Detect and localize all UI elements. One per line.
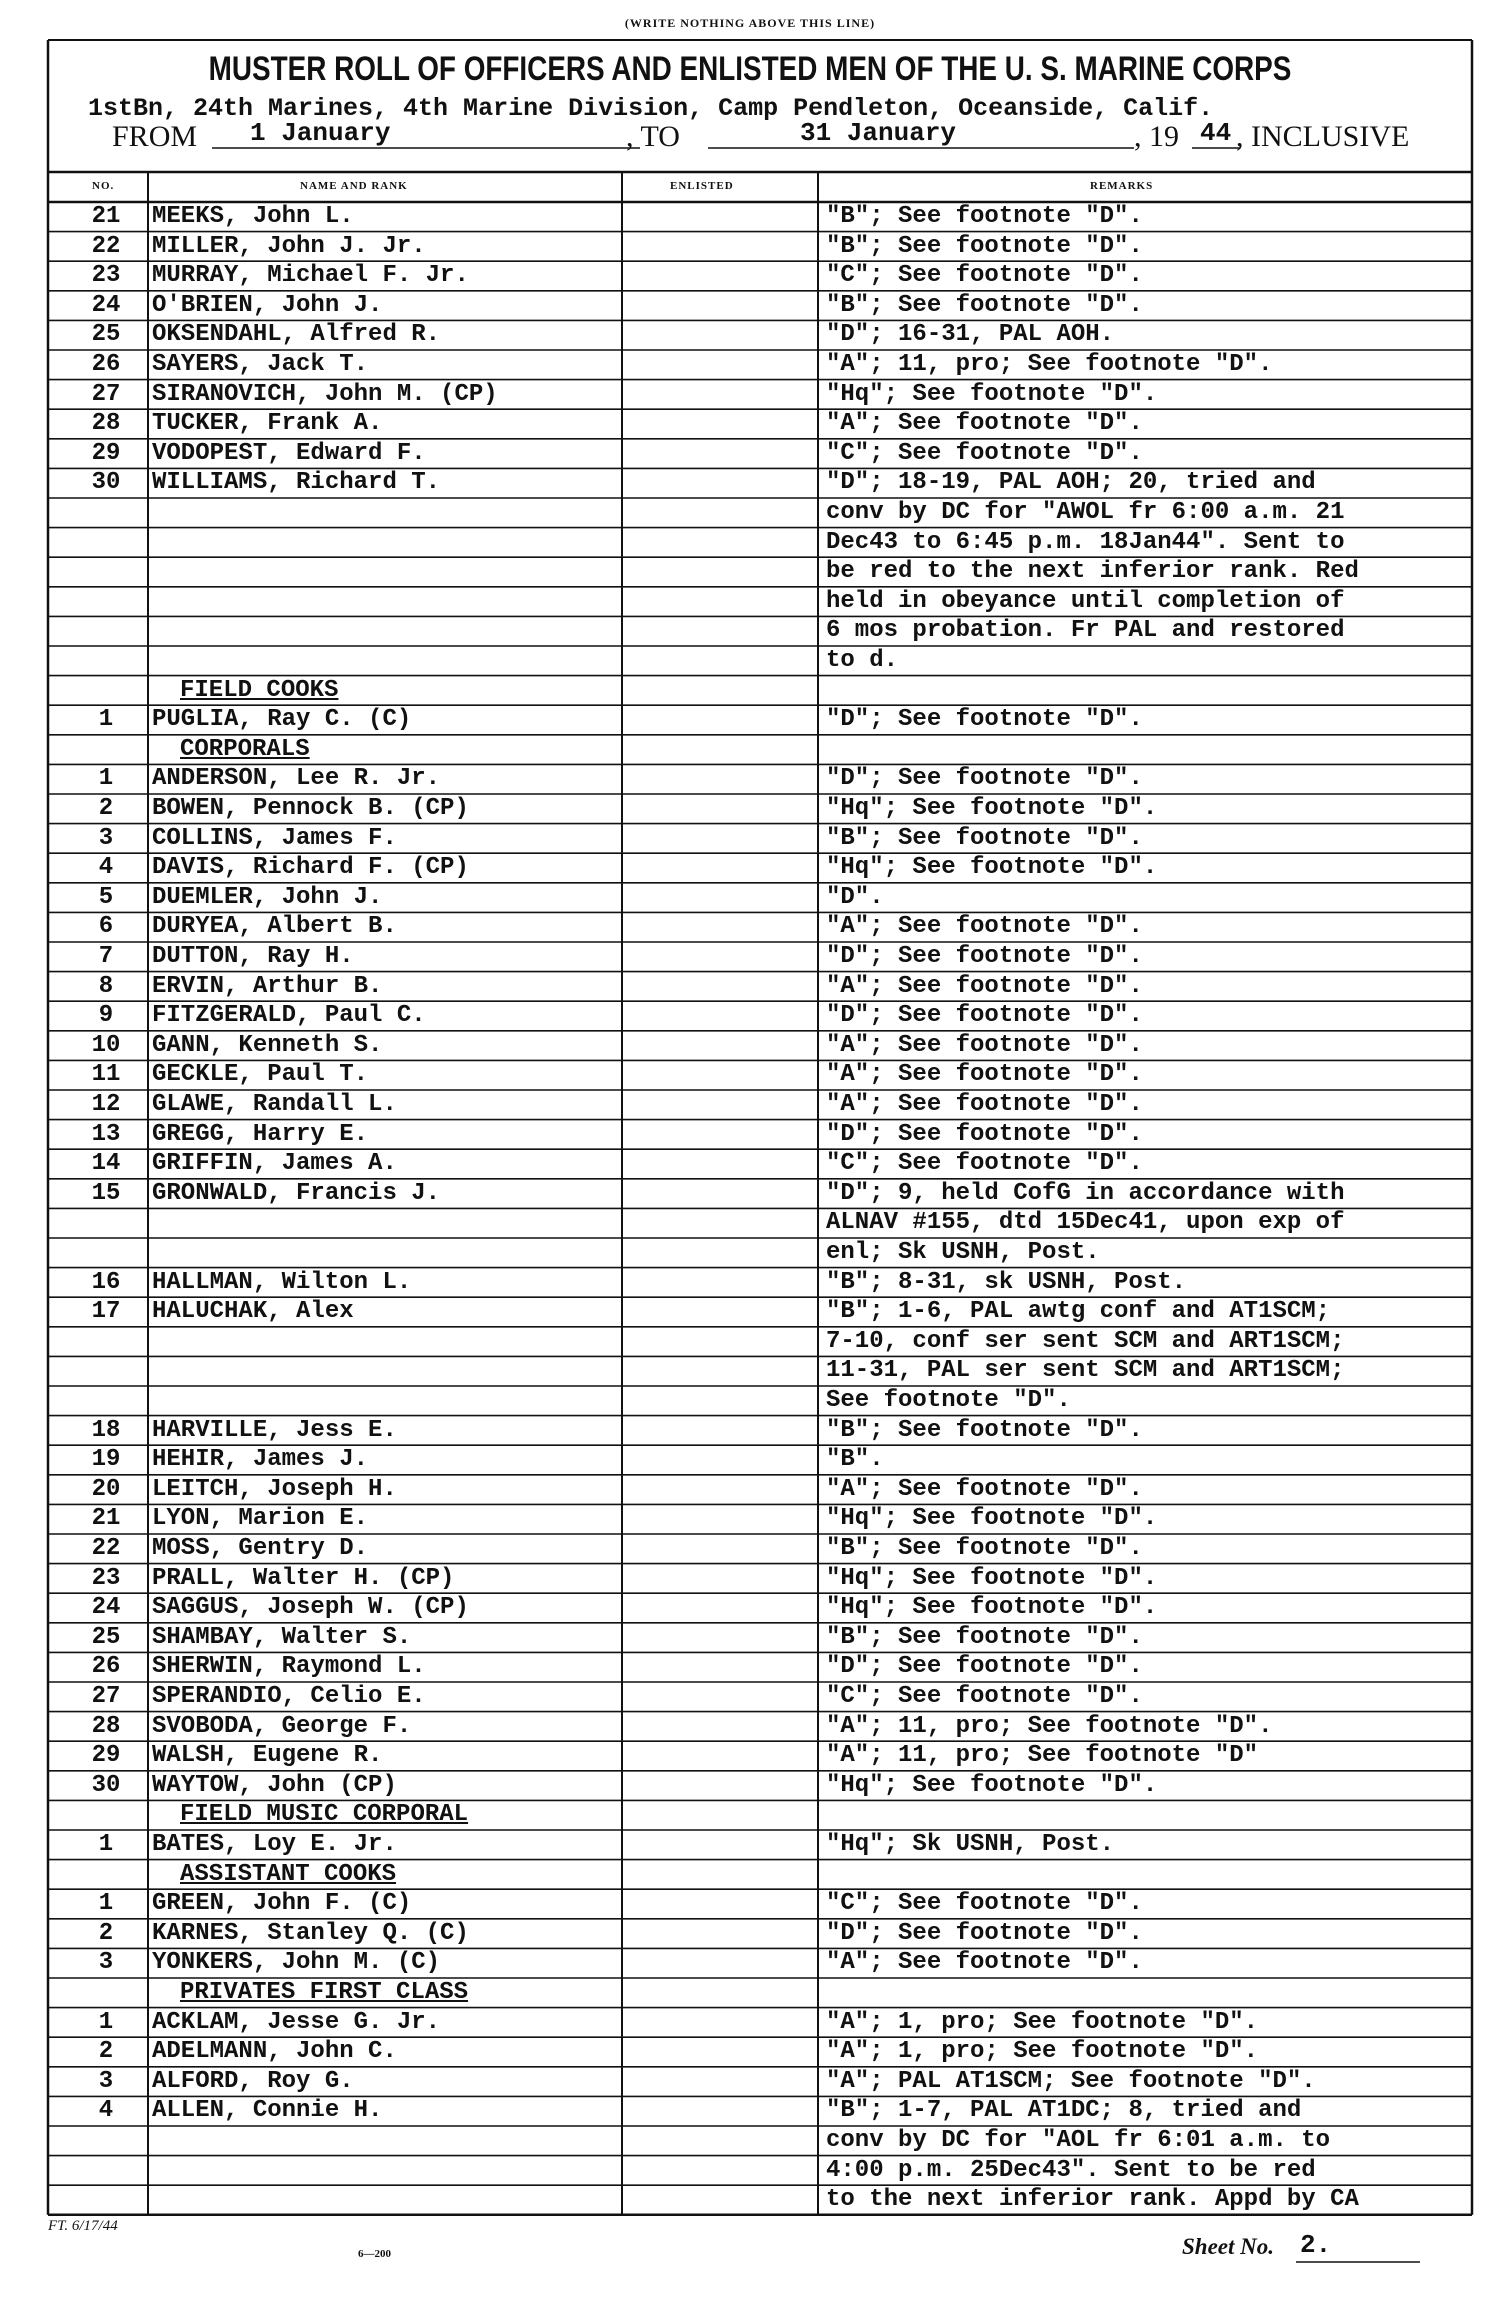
name-and-rank: DUTTON, Ray H.	[152, 943, 354, 970]
table-row	[0, 1416, 1500, 1446]
year-value: 44	[1200, 118, 1232, 148]
name-and-rank: ERVIN, Arthur B.	[152, 972, 383, 1000]
remarks: "D"; See footnote "D".	[826, 1002, 1143, 1030]
remarks: "B"; See footnote "D".	[826, 1623, 1143, 1651]
section-heading-row	[0, 676, 1500, 706]
table-row	[0, 1623, 1500, 1653]
row-number: 3	[98, 1949, 114, 1977]
name-and-rank: HARVILLE, Jess E.	[152, 1416, 397, 1444]
row-number: 1	[98, 1831, 114, 1858]
remarks: "D"; See footnote "D".	[826, 1653, 1143, 1681]
row-number: 20	[91, 1475, 121, 1503]
remarks: "B"; See footnote "D".	[826, 291, 1143, 319]
table-row	[0, 468, 1500, 498]
remarks: "B"; 8-31, sk USNH, Post.	[826, 1268, 1187, 1296]
remarks: "Hq"; See footnote "D".	[826, 795, 1158, 822]
remarks: "D"; See footnote "D".	[826, 706, 1143, 734]
table-row	[0, 883, 1500, 913]
section-heading: PRIVATES FIRST CLASS	[180, 1979, 469, 2006]
row-number: 24	[91, 1594, 121, 1622]
row-number: 2	[98, 1919, 114, 1947]
row-number: 15	[91, 1179, 121, 1207]
name-and-rank: GLAWE, Randall L.	[152, 1091, 397, 1118]
table-row	[0, 2067, 1500, 2097]
footer-form-number: 6—200	[358, 2248, 391, 2260]
name-and-rank: WAYTOW, John (CP)	[152, 1771, 397, 1799]
table-row	[0, 202, 1500, 232]
table-row	[0, 2096, 1500, 2126]
name-and-rank: MEEKS, John L.	[152, 203, 354, 230]
name-and-rank: GRIFFIN, James A.	[152, 1150, 397, 1178]
remarks: "B"; See footnote "D".	[826, 1535, 1143, 1562]
remarks: "Hq"; See footnote "D".	[826, 380, 1158, 408]
remarks: "A"; See footnote "D".	[826, 1061, 1143, 1089]
row-number: 3	[98, 824, 114, 852]
name-and-rank: MILLER, John J. Jr.	[152, 232, 426, 260]
row-number: 10	[91, 1031, 121, 1059]
remarks: 7-10, conf ser sent SCM and ART1SCM;	[826, 1327, 1345, 1355]
name-and-rank: PUGLIA, Ray C. (C)	[152, 706, 412, 734]
from-label: FROM	[112, 120, 198, 153]
table-row	[0, 1771, 1500, 1801]
table-row	[0, 1919, 1500, 1949]
name-and-rank: DURYEA, Albert B.	[152, 913, 397, 941]
table-row	[0, 1889, 1500, 1919]
name-and-rank: MOSS, Gentry D.	[152, 1535, 369, 1562]
name-and-rank: ACKLAM, Jesse G. Jr.	[152, 2008, 441, 2036]
name-and-rank: GREEN, John F. (C)	[152, 1890, 412, 1918]
table-row	[0, 2008, 1500, 2038]
inclusive-label: , INCLUSIVE	[1236, 120, 1410, 153]
table-row	[0, 1327, 1500, 1357]
table-row	[0, 1090, 1500, 1120]
section-heading-row	[0, 735, 1500, 765]
name-and-rank: BOWEN, Pennock B. (CP)	[152, 795, 469, 822]
table-row	[0, 705, 1500, 735]
row-number: 13	[91, 1120, 121, 1148]
remarks: "B"; 1-7, PAL AT1DC; 8, tried and	[826, 2097, 1302, 2125]
footer-handwritten-note: FT. 6/17/44	[48, 2218, 118, 2234]
table-row	[0, 291, 1500, 321]
table-row	[0, 1297, 1500, 1327]
remarks: "A"; 11, pro; See footnote "D".	[826, 1712, 1273, 1740]
table-row	[0, 1593, 1500, 1623]
remarks: 4:00 p.m. 25Dec43". Sent to be red	[826, 2156, 1316, 2184]
from-value: 1 January	[250, 118, 391, 148]
remarks: "A"; See footnote "D".	[826, 972, 1143, 1000]
table-row	[0, 1682, 1500, 1712]
remarks: conv by DC for "AOL fr 6:01 a.m. to	[826, 2127, 1331, 2154]
remarks: ALNAV #155, dtd 15Dec41, upon exp of	[826, 1209, 1345, 1237]
table-row	[0, 1268, 1500, 1298]
top-note: (WRITE NOTHING ABOVE THIS LINE)	[624, 16, 876, 30]
name-and-rank: GANN, Kenneth S.	[152, 1031, 383, 1059]
row-number: 1	[98, 765, 114, 793]
remarks: "Hq"; See footnote "D".	[826, 1505, 1158, 1533]
remarks: "Hq"; See footnote "D".	[826, 854, 1158, 882]
remarks: "Hq"; See footnote "D".	[826, 1771, 1158, 1799]
table-row	[0, 2037, 1500, 2067]
name-and-rank: KARNES, Stanley Q. (C)	[152, 1919, 469, 1947]
name-and-rank: GECKLE, Paul T.	[152, 1061, 369, 1089]
name-and-rank: GRONWALD, Francis J.	[152, 1179, 441, 1207]
table-row	[0, 1001, 1500, 1031]
row-number: 29	[91, 1742, 121, 1770]
row-number: 16	[91, 1268, 121, 1296]
table-row	[0, 1830, 1500, 1860]
remarks: "D"; See footnote "D".	[826, 1919, 1143, 1947]
remarks: "D".	[826, 883, 884, 911]
remarks: "A"; See footnote "D".	[826, 1031, 1143, 1059]
name-and-rank: GREGG, Harry E.	[152, 1120, 369, 1148]
remarks: "A"; See footnote "D".	[826, 913, 1143, 941]
table-row	[0, 764, 1500, 794]
row-number: 1	[98, 2008, 114, 2036]
table-row	[0, 1948, 1500, 1978]
remarks: "A"; See footnote "D".	[826, 1091, 1143, 1118]
table-row	[0, 261, 1500, 291]
name-and-rank: PRALL, Walter H. (CP)	[152, 1564, 455, 1592]
row-number: 8	[98, 972, 114, 1000]
remarks: "C"; See footnote "D".	[826, 1150, 1143, 1178]
remarks: "D"; See footnote "D".	[826, 1120, 1143, 1148]
name-and-rank: MURRAY, Michael F. Jr.	[152, 262, 469, 290]
table-row	[0, 1060, 1500, 1090]
row-number: 29	[91, 439, 121, 467]
row-number: 30	[91, 1771, 121, 1799]
section-heading: FIELD MUSIC CORPORAL	[180, 1801, 469, 1829]
section-heading-row	[0, 1860, 1500, 1890]
table-row	[0, 1652, 1500, 1682]
remarks: "D"; See footnote "D".	[826, 943, 1143, 970]
remarks: See footnote "D".	[826, 1387, 1071, 1414]
section-heading: CORPORALS	[180, 735, 310, 763]
name-and-rank: LYON, Marion E.	[152, 1505, 369, 1533]
remarks: "A"; PAL AT1SCM; See footnote "D".	[826, 2067, 1316, 2095]
name-and-rank: ALLEN, Connie H.	[152, 2097, 383, 2125]
name-and-rank: SAYERS, Jack T.	[152, 351, 369, 378]
table-row	[0, 1238, 1500, 1268]
table-row	[0, 2185, 1500, 2215]
row-number: 30	[91, 469, 121, 497]
table-row	[0, 972, 1500, 1002]
remarks: "D"; See footnote "D".	[826, 765, 1143, 793]
to-value: 31 January	[800, 118, 957, 148]
remarks: "B"; See footnote "D".	[826, 203, 1143, 230]
row-number: 6	[98, 913, 114, 941]
name-and-rank: ADELMANN, John C.	[152, 2038, 397, 2066]
remarks: "D"; 16-31, PAL AOH.	[826, 321, 1115, 349]
section-heading: ASSISTANT COOKS	[180, 1860, 397, 1888]
column-header-name: NAME AND RANK	[300, 180, 408, 192]
sheet-label: Sheet No.	[1182, 2234, 1274, 2259]
row-number: 24	[91, 291, 121, 319]
remarks: "B"; See footnote "D".	[826, 1416, 1143, 1444]
table-row	[0, 1504, 1500, 1534]
table-row	[0, 1386, 1500, 1416]
column-header-enlisted: ENLISTED	[670, 180, 734, 192]
sheet-number: 2.	[1300, 2230, 1332, 2260]
remarks: "C"; See footnote "D".	[826, 439, 1143, 467]
name-and-rank: HALUCHAK, Alex	[152, 1298, 354, 1326]
name-and-rank: LEITCH, Joseph H.	[152, 1475, 397, 1503]
name-and-rank: SPERANDIO, Celio E.	[152, 1683, 426, 1710]
row-number: 27	[91, 1683, 121, 1710]
row-number: 21	[91, 203, 121, 230]
remarks: "C"; See footnote "D".	[826, 1683, 1143, 1710]
remarks: conv by DC for "AWOL fr 6:00 a.m. 21	[826, 499, 1345, 526]
row-number: 14	[91, 1150, 121, 1178]
name-and-rank: SHAMBAY, Walter S.	[152, 1623, 412, 1651]
table-row	[0, 2156, 1500, 2186]
row-number: 2	[98, 2038, 114, 2066]
page-title: MUSTER ROLL OF OFFICERS AND ENLISTED MEN OF THE U. S. MARINE CORPS	[208, 50, 1292, 88]
table-row	[0, 942, 1500, 972]
table-row	[0, 587, 1500, 617]
row-number: 19	[91, 1446, 121, 1474]
row-number: 9	[98, 1002, 114, 1030]
table-row	[0, 1564, 1500, 1594]
name-and-rank: DAVIS, Richard F. (CP)	[152, 854, 469, 882]
section-heading-row	[0, 1978, 1500, 2008]
remarks: 6 mos probation. Fr PAL and restored	[826, 617, 1345, 645]
table-row	[0, 1475, 1500, 1505]
remarks: "A"; See footnote "D".	[826, 1949, 1143, 1977]
remarks: "Hq"; See footnote "D".	[826, 1564, 1158, 1592]
table-row	[0, 557, 1500, 587]
remarks: held in obeyance until completion of	[826, 587, 1345, 615]
remarks: "B"; See footnote "D".	[826, 232, 1143, 260]
table-row	[0, 824, 1500, 854]
row-number: 1	[98, 1890, 114, 1918]
column-header-remarks: REMARKS	[1090, 180, 1154, 192]
row-number: 5	[98, 883, 114, 911]
name-and-rank: TUCKER, Frank A.	[152, 410, 383, 438]
name-and-rank: ANDERSON, Lee R. Jr.	[152, 765, 441, 793]
name-and-rank: WILLIAMS, Richard T.	[152, 469, 441, 497]
row-number: 26	[91, 351, 121, 378]
unit-line: 1stBn, 24th Marines, 4th Marine Division, Camp Pendleton, Oceanside, Calif.	[88, 94, 1214, 123]
table-row	[0, 1534, 1500, 1564]
name-and-rank: SAGGUS, Joseph W. (CP)	[152, 1594, 469, 1622]
table-row	[0, 616, 1500, 646]
remarks: "B".	[826, 1446, 884, 1474]
name-and-rank: COLLINS, James F.	[152, 824, 397, 852]
remarks: "Hq"; See footnote "D".	[826, 1594, 1158, 1622]
table-row	[0, 1712, 1500, 1742]
name-and-rank: DUEMLER, John J.	[152, 883, 383, 911]
name-and-rank: BATES, Loy E. Jr.	[152, 1831, 397, 1858]
remarks: "A"; 11, pro; See footnote "D".	[826, 351, 1273, 378]
name-and-rank: WALSH, Eugene R.	[152, 1742, 383, 1770]
name-and-rank: OKSENDAHL, Alfred R.	[152, 321, 441, 349]
row-number: 12	[91, 1091, 121, 1118]
name-and-rank: YONKERS, John M. (C)	[152, 1949, 441, 1977]
name-and-rank: HEHIR, James J.	[152, 1446, 369, 1474]
table-row	[0, 794, 1500, 824]
row-number: 3	[98, 2067, 114, 2095]
row-number: 28	[91, 410, 121, 438]
row-number: 1	[98, 706, 114, 734]
row-number: 7	[98, 943, 114, 970]
remarks: 11-31, PAL ser sent SCM and ART1SCM;	[826, 1357, 1345, 1385]
table-row	[0, 853, 1500, 883]
remarks: "C"; See footnote "D".	[826, 262, 1143, 290]
to-label: , TO	[626, 120, 680, 153]
table-row	[0, 380, 1500, 410]
remarks: "Hq"; Sk USNH, Post.	[826, 1831, 1115, 1858]
name-and-rank: SIRANOVICH, John M. (CP)	[152, 380, 498, 408]
remarks: Dec43 to 6:45 p.m. 18Jan44". Sent to	[826, 528, 1345, 556]
remarks: "C"; See footnote "D".	[826, 1890, 1143, 1918]
remarks: enl; Sk USNH, Post.	[826, 1239, 1100, 1266]
table-row	[0, 232, 1500, 262]
remarks: "D"; 18-19, PAL AOH; 20, tried and	[826, 469, 1316, 497]
table-row	[0, 1120, 1500, 1150]
remarks: "A"; 11, pro; See footnote "D"	[826, 1742, 1259, 1770]
remarks: "B"; See footnote "D".	[826, 824, 1143, 852]
name-and-rank: VODOPEST, Edward F.	[152, 439, 426, 467]
name-and-rank: HALLMAN, Wilton L.	[152, 1268, 412, 1296]
remarks: "B"; 1-6, PAL awtg conf and AT1SCM;	[826, 1298, 1331, 1326]
table-row	[0, 2126, 1500, 2156]
table-row	[0, 1208, 1500, 1238]
row-number: 22	[91, 1535, 121, 1562]
row-number: 27	[91, 380, 121, 408]
remarks: to d.	[826, 647, 899, 674]
row-number: 25	[91, 321, 121, 349]
remarks: to the next inferior rank. Appd by CA	[826, 2186, 1359, 2214]
row-number: 21	[91, 1505, 121, 1533]
remarks: be red to the next inferior rank. Red	[826, 558, 1359, 586]
name-and-rank: O'BRIEN, John J.	[152, 291, 383, 319]
table-row	[0, 439, 1500, 469]
table-row	[0, 1445, 1500, 1475]
table-row	[0, 912, 1500, 942]
remarks: "A"; 1, pro; See footnote "D".	[826, 2038, 1259, 2066]
row-number: 23	[91, 262, 121, 290]
table-row	[0, 528, 1500, 558]
table-row	[0, 498, 1500, 528]
remarks: "A"; See footnote "D".	[826, 1475, 1143, 1503]
name-and-rank: FITZGERALD, Paul C.	[152, 1002, 426, 1030]
table-row	[0, 646, 1500, 676]
table-row	[0, 1356, 1500, 1386]
row-number: 4	[98, 2097, 114, 2125]
table-row	[0, 1031, 1500, 1061]
name-and-rank: SHERWIN, Raymond L.	[152, 1653, 426, 1681]
row-number: 28	[91, 1712, 121, 1740]
row-number: 2	[98, 795, 114, 822]
table-row	[0, 320, 1500, 350]
table-row	[0, 1149, 1500, 1179]
table-row	[0, 350, 1500, 380]
row-number: 23	[91, 1564, 121, 1592]
year-prefix: , 19	[1134, 120, 1179, 153]
row-number: 17	[91, 1298, 121, 1326]
table-row	[0, 1179, 1500, 1209]
row-number: 18	[91, 1416, 121, 1444]
remarks: "D"; 9, held CofG in accordance with	[826, 1179, 1345, 1207]
section-heading-row	[0, 1800, 1500, 1830]
table-row	[0, 409, 1500, 439]
row-number: 22	[91, 232, 121, 260]
row-number: 4	[98, 854, 114, 882]
name-and-rank: SVOBODA, George F.	[152, 1712, 412, 1740]
column-header-no: NO.	[92, 180, 115, 192]
row-number: 25	[91, 1623, 121, 1651]
remarks: "A"; See footnote "D".	[826, 410, 1143, 438]
section-heading: FIELD COOKS	[180, 676, 339, 704]
table-row	[0, 1741, 1500, 1771]
row-number: 11	[91, 1061, 121, 1089]
row-number: 26	[91, 1653, 121, 1681]
remarks: "A"; 1, pro; See footnote "D".	[826, 2008, 1259, 2036]
name-and-rank: ALFORD, Roy G.	[152, 2067, 354, 2095]
